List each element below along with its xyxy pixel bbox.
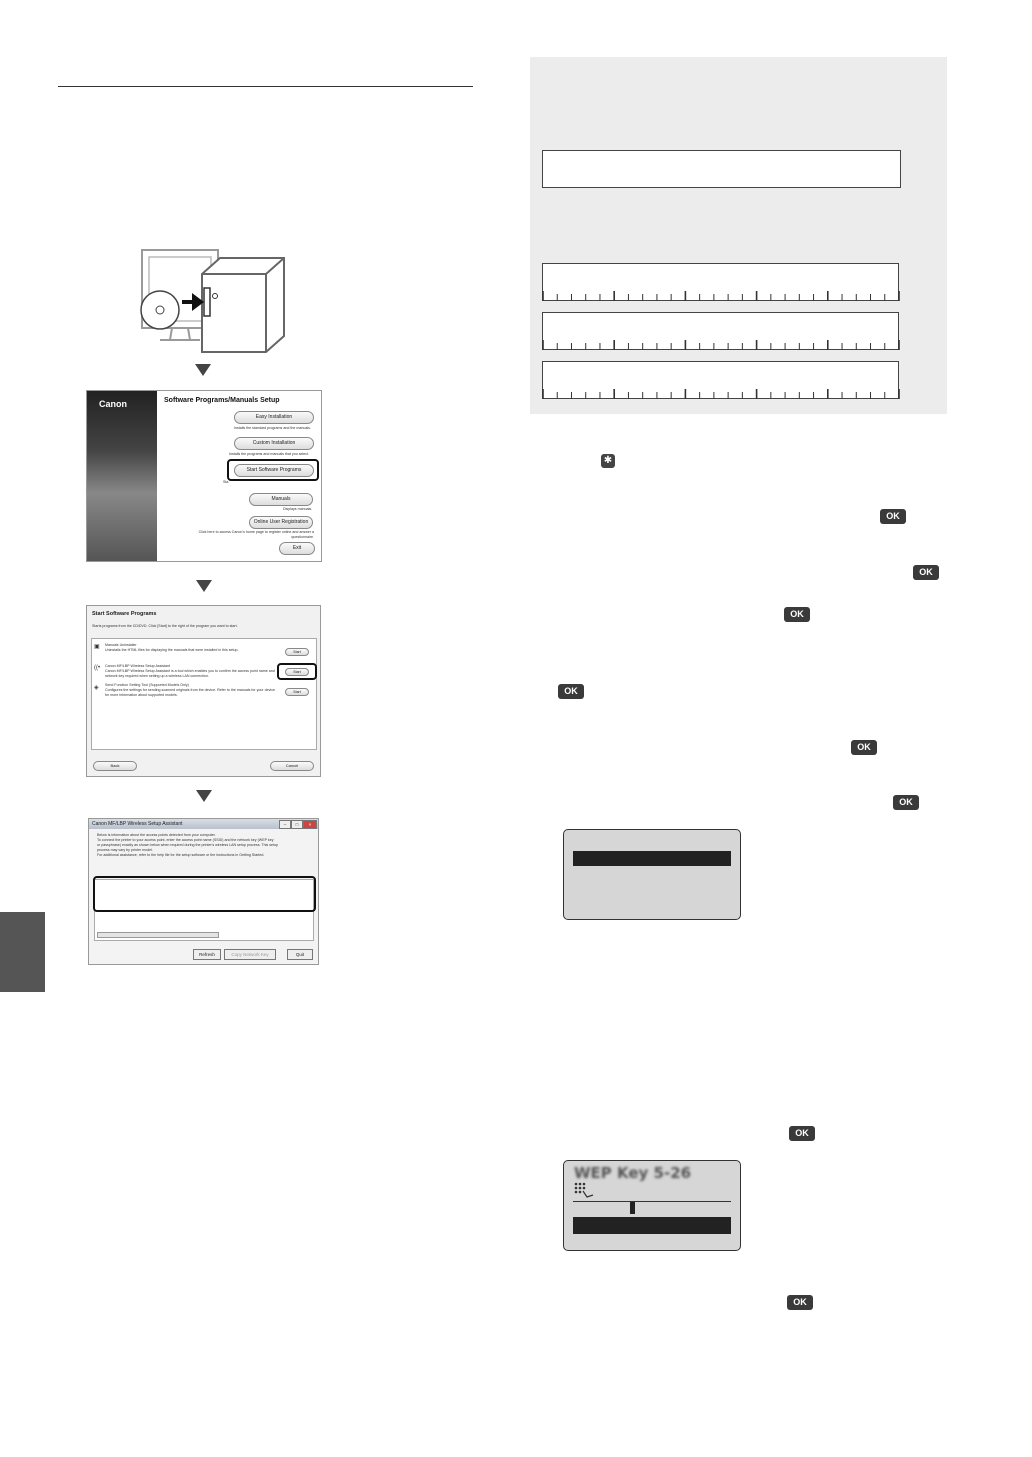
cover-image	[87, 391, 157, 561]
setup-menu-screenshot: Canon Software Programs/Manuals Setup Easy Installation Installs the standard programs and the manuals. Custom Installation Installs the programs and manuals that you select. Start Software Programs Sta Manuals Displays manuals. Online User Registration Click here to access Canon's home page to register online and answer a questionnaire. Exit	[86, 390, 322, 562]
program-name: Manuals Uninstaller	[105, 643, 137, 647]
program-desc: Uninstalls the HTML files for displaying the manuals that were installed in this setup.	[105, 648, 239, 652]
start-software-intro: Starts programs from the CD/DVD. Click [Start] to the right of the program you want to start.	[92, 624, 238, 628]
chapter-tab	[0, 912, 45, 992]
manuals-desc: Displays manuals.	[283, 507, 313, 511]
custom-install-desc: Installs the programs and manuals that you select.	[229, 452, 310, 456]
copy-key-button[interactable]: Copy Network Key	[224, 949, 276, 960]
info-line: Below is information about the access points detected from your computer.	[97, 833, 216, 837]
close-icon[interactable]: ×	[303, 820, 317, 829]
ok-key-icon[interactable]: OK	[558, 684, 584, 699]
exit-button[interactable]: Exit	[279, 542, 315, 555]
start-software-screenshot	[86, 605, 321, 777]
info-line: process may vary by printer model.	[97, 848, 153, 852]
lcd-selection-bar	[573, 1217, 731, 1234]
program-name: Canon MF/LBP Wireless Setup Assistant	[105, 664, 171, 668]
key-ruler	[542, 312, 900, 352]
wireless-assistant-screenshot	[88, 818, 319, 965]
lcd-title: WEP Key 5-26	[574, 1164, 692, 1182]
ssid-entry-box	[542, 150, 901, 188]
online-registration-button[interactable]: Online User Registration	[249, 516, 313, 529]
cancel-button[interactable]: Cancel	[270, 761, 314, 771]
down-arrow-icon	[196, 580, 212, 592]
back-button[interactable]: Back	[93, 761, 137, 771]
minimize-icon[interactable]: –	[279, 820, 291, 829]
ok-key-icon[interactable]: OK	[784, 607, 810, 622]
highlight-frame	[227, 459, 319, 481]
down-arrow-icon	[196, 790, 212, 802]
section-rule	[58, 86, 473, 87]
horizontal-scrollbar[interactable]	[97, 932, 219, 938]
key-ruler	[542, 263, 900, 303]
key-ruler	[542, 361, 900, 401]
easy-install-button[interactable]: Easy Installation	[234, 411, 314, 424]
program-name: Send Function Setting Tool (Supported Models Only)	[105, 683, 189, 687]
custom-install-button[interactable]: Custom Installation	[234, 437, 314, 450]
highlight-frame	[277, 663, 317, 680]
program-desc: Configures the settings for sending scanned originals from the device. Refer to the manuals for your device for more information about supported models.	[105, 688, 275, 697]
settings-key-icon[interactable]: ✱	[601, 454, 615, 468]
program-list	[91, 638, 317, 750]
down-arrow-icon	[195, 364, 211, 376]
window-title: Canon MF/LBP Wireless Setup Assistant	[89, 819, 318, 829]
start-button[interactable]: Start	[285, 688, 309, 696]
quit-button[interactable]: Quit	[287, 949, 313, 960]
ok-key-icon[interactable]: OK	[893, 795, 919, 810]
ok-key-icon[interactable]: OK	[787, 1295, 813, 1310]
maximize-icon[interactable]: □	[291, 820, 303, 829]
ok-key-icon[interactable]: OK	[880, 509, 906, 524]
lcd-display	[563, 829, 741, 920]
start-software-title: Start Software Programs	[92, 611, 157, 617]
lcd-cursor	[630, 1202, 635, 1214]
program-desc: Canon MF/LBP Wireless Setup Assistant is a tool which enables you to confirm the access point name and network key required when setting up a wireless LAN connection.	[105, 669, 275, 678]
info-line: For additional assistance, refer to the help file for the setup software or the instructions in Getting Started.	[97, 853, 265, 857]
start-button[interactable]: Start	[285, 668, 309, 676]
ok-key-icon[interactable]: OK	[789, 1126, 815, 1141]
refresh-button[interactable]: Refresh	[193, 949, 221, 960]
insert-disc-illustration	[134, 244, 294, 360]
manual-icon: ▣	[94, 644, 100, 650]
keypad-icon	[573, 1181, 595, 1199]
info-line: or passphrase) exactly as shown below when required during the printer's wireless LAN setup process. This setup	[97, 843, 278, 847]
send-tool-icon: ◈	[94, 685, 99, 691]
lcd-input-line	[573, 1201, 731, 1202]
info-line: To connect the printer to your access point, enter the access point name (SSID) and the network key (WEP key	[97, 838, 274, 842]
lcd-selection-bar	[573, 851, 731, 866]
start-button[interactable]: Start	[285, 648, 309, 656]
start-software-button[interactable]: Start Software Programs	[234, 464, 314, 477]
manuals-button[interactable]: Manuals	[249, 493, 313, 506]
setup-title: Software Programs/Manuals Setup	[164, 397, 280, 404]
ok-key-icon[interactable]: OK	[851, 740, 877, 755]
highlight-frame	[93, 876, 316, 912]
ok-key-icon[interactable]: OK	[913, 565, 939, 580]
canon-logo: Canon	[99, 399, 127, 409]
online-registration-desc: Click here to access Canon's home page to register online and answer a questionnaire.	[198, 530, 314, 539]
lcd-display	[563, 1160, 741, 1251]
wireless-icon: ((•	[94, 665, 101, 671]
easy-install-desc: Installs the standard programs and the manuals.	[234, 426, 311, 430]
